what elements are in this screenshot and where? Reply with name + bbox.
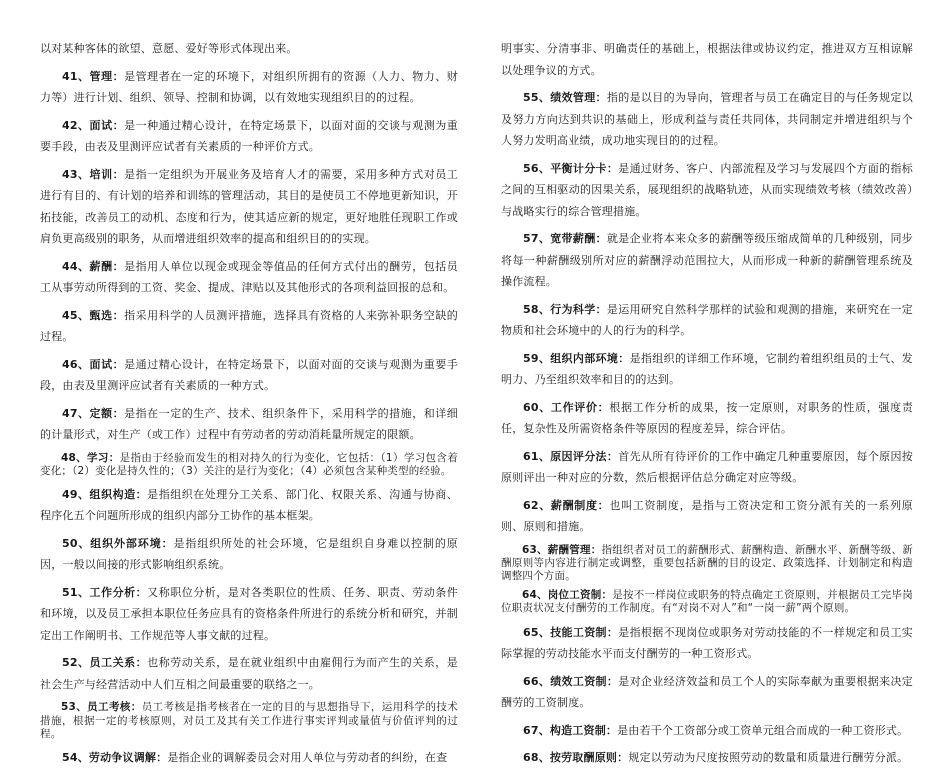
term-label: 62、薪酬制度： [523,498,610,512]
definition-text: 是管理者在一定的环境下，对组织所拥有的资源（人力、物力、财力等）进行计划、组织、领导、控制和协调，以有效地实现组织目的的过程。 [40,69,458,104]
term-label: 42、面试： [62,118,125,132]
definition-text: 员工考核是指考核者在一定的目的与思想指导下，运用科学的技术措施，根据一定的考核原则，对员工及其有关工作进行事实评判或量值与价值评判的过程。 [40,701,458,740]
definition-paragraph [40,484,458,527]
definition-text: 是通过财务、客户、内部流程及学习与发展四个方面的指标之间的互相驱动的因果关系，展现组织的战略轨迹，从而实现绩效考核（绩效改善）与战略实行的综合管理措施。 [501,161,913,218]
term-label: 63、薪酬管理： [522,543,602,556]
definition-text: 又称职位分析，是对各类职位的性质、任务、职责、劳动条件和环境，以及员工承担本职位任务应具有的资格条件所进行的系统分析和研究，并制定出工作阐明书、工作规范等人事文献的过程。 [40,585,458,642]
term-label: 43、培训： [62,167,125,181]
definition-paragraph [501,622,913,665]
definition-text: 是指由于经验而发生的相对持久的行为变化，它包括：（1）学习包含着变化；（2）变化是持久性的；（3）关注的是行为变化；（4）必须包含某种类型的经验。 [40,451,458,477]
definition-text: 是按不一样岗位或职务的特点确定工资原则，并根据员工完毕岗位职责状况支付酬劳的工作制度。有“对岗不对人”和“一岗一薪”两个原则。 [501,589,913,615]
definition-text: 是一种通过精心设计，在特定场景下，以面对面的交谈与观测为重要手段，由表及里测评应试者有关素质的一种评价方式。 [40,118,458,153]
definition-paragraph [40,452,458,478]
definition-text: 也称劳动关系，是在就业组织中由雇佣行为而产生的关系，是社会生产与经营活动中人们互相之间最重要的联络之一。 [40,656,458,691]
definition-text: 是对企业经济效益和员工个人的实际奉献为重要根据来决定酬劳的工资制度。 [501,674,913,710]
definition-text: 是运用研究自然科学那样的试验和观测的措施，来研究在一定物质和社会环境中的人的行为的科学。 [501,302,913,337]
term-label: 54、劳动争议调解： [62,751,168,765]
definition-paragraph [501,747,913,769]
definition-paragraph [501,720,913,742]
definition-text: 指采用科学的人员测评措施，选择具有资格的人来弥补职务空缺的过程。 [40,308,458,343]
definition-text: 是指根据不现岗位或职务对劳动技能的不一样规定和员工实际掌握的劳动技能水平而支付酬劳的一种工资形式。 [501,625,913,661]
definition-paragraph [501,38,913,81]
definition-paragraph [40,115,458,158]
right-column [501,38,913,775]
definition-text: 根据工作分析的成果，按一定原则，对职务的性质，强度责任，复杂性及所需资格条件等原因的程度差异，综合评估。 [501,400,913,435]
definition-paragraph [501,495,913,538]
definition-text: 以对某种客体的欲望、意愿、爱好等形式体现出来。 [40,42,298,55]
term-label: 67、构造工资制： [523,723,618,737]
term-label: 47、定额： [62,406,125,420]
definition-text: 是指用人单位以现金或现金等值品的任何方式付出的酬劳，包括员工从事劳动所得到的工资、奖金、提成、津贴以及其他形式的各项利益回报的总和。 [40,259,458,294]
term-label: 64、岗位工资制： [522,589,613,602]
definition-text: 也叫工资制度，是指与工资决定和工资分派有关的一系列原则、原则和措施。 [501,498,913,533]
definition-text: 是指组织的详细工作环境，它制约着组织组员的士气、发明力、乃至组织效率和目的的达到。 [501,351,914,386]
definition-paragraph [40,305,458,348]
definition-paragraph [40,354,458,397]
term-label: 65、技能工资制： [523,625,619,639]
definition-paragraph [501,158,913,223]
definition-paragraph [40,533,458,576]
term-label: 60、工作评价： [523,400,610,414]
definition-text: 是指在一定的生产、技术、组织条件下，采用科学的措施，和详细的计量形式，对生产（或工作）过程中有劳动者的劳动消耗量所规定的限额。 [40,406,458,441]
term-label: 66、绩效工资制： [523,674,619,688]
term-label: 52、员工关系： [62,656,148,670]
definition-paragraph [40,38,458,60]
definition-paragraph [501,589,913,615]
term-label: 57、宽带薪酬： [523,232,607,245]
term-label: 50、组织外部环境： [62,536,174,550]
term-label: 68、按劳取酬原则： [523,751,629,765]
definition-text: 是指一定组织为开展业务及培育人才的需要，采用多种方式对员工进行有目的、有计划的培养和训练的管理活动，其目的是使员工不停地更新知识，开拓技能，改善员工的动机、态度和行为，使其适应新的规定，更好地胜任现职工作或肩负更高级别的职务，从而增进组织效率的提高和组织目的的实现。 [40,167,458,245]
definition-paragraph [40,66,458,109]
definition-text: 明事实、分清事非、明确责任的基础上，根据法律或协议约定，推进双方互相谅解以处理争议的方式。 [501,42,913,77]
term-label: 58、行为科学： [523,302,607,316]
definition-text: 是指组织所处的社会环境，它是组织自身难以控制的原因，一般以间接的形式影响组织系统。 [40,536,458,572]
definition-paragraph [501,397,913,440]
definition-paragraph [40,582,458,647]
definition-text: 指的是以目的为导向，管理者与员工在确定目的与任务规定以及努力方向达到共识的基础上，形成利益与责任共同体，共同制定并增进组织与个人努力发明高业绩，成功地实现目的的过程。 [501,91,913,147]
definition-text: 首先从所有待评价的工作中确定几种重要原因，每个原因按原则评出一种对应的分数，然后根据评估总分确定对应等级。 [501,449,913,484]
term-label: 46、面试： [62,357,125,371]
definition-paragraph [501,87,913,152]
term-label: 49、组织构造： [62,487,148,501]
definition-text: 是由若干个工资部分或工资单元组合而成的一种工资形式。 [617,723,909,737]
definition-text: 是指企业的调解委员会对用人单位与劳动者的纠纷，在查 [167,751,448,765]
definition-paragraph [40,701,458,741]
definition-text: 是指组织在处理分工关系、部门化、权限关系、沟通与协商、程序化五个问题所形成的组织内部分工协作的基本框架。 [40,487,458,523]
term-label: 51、工作分析： [62,585,148,599]
term-label: 41、管理： [62,69,125,83]
definition-paragraph [501,228,913,293]
definition-paragraph [501,671,913,714]
term-label: 61、原因评分法： [523,449,619,463]
definition-text: 指组织者对员工的薪酬形式、薪酬构造、新酬水平、新酬等级、新酬原则等内容进行制定或调整，重要包括新酬的目的设定、政策选择、计划制定和构造调整四个方面。 [501,543,913,582]
definition-text: 规定以劳动为尺度按照劳动的数量和质量进行酬劳分派。 [628,751,909,765]
term-label: 48、学习： [61,451,120,464]
left-column [40,38,458,775]
definition-paragraph [40,652,458,695]
definition-text: 就是企业将本来众多的薪酬等级压缩成简单的几种级别，同步将每一种薪酬级别所对应的薪酬浮动范围拉大，从而形成一种新的薪酬管理系统及操作流程。 [501,232,913,288]
definition-paragraph [40,403,458,446]
definition-paragraph [40,256,458,299]
definition-paragraph [501,299,913,342]
term-label: 44、薪酬： [62,259,125,273]
term-label: 45、甄选： [62,308,125,322]
term-label: 55、绩效管理： [523,91,607,104]
definition-paragraph [40,164,458,250]
term-label: 53、员工考核： [61,701,142,714]
definition-paragraph [501,544,913,584]
definition-text: 是通过精心设计，在特定场景下，以面对面的交谈与观测为重要手段，由表及里测评应试者有关素质的一种方式。 [40,357,458,392]
term-label: 56、平衡计分卡： [523,161,619,175]
definition-paragraph [40,747,458,769]
term-label: 59、组织内部环境： [523,351,630,365]
definition-paragraph [501,446,913,489]
definition-paragraph [501,348,913,391]
